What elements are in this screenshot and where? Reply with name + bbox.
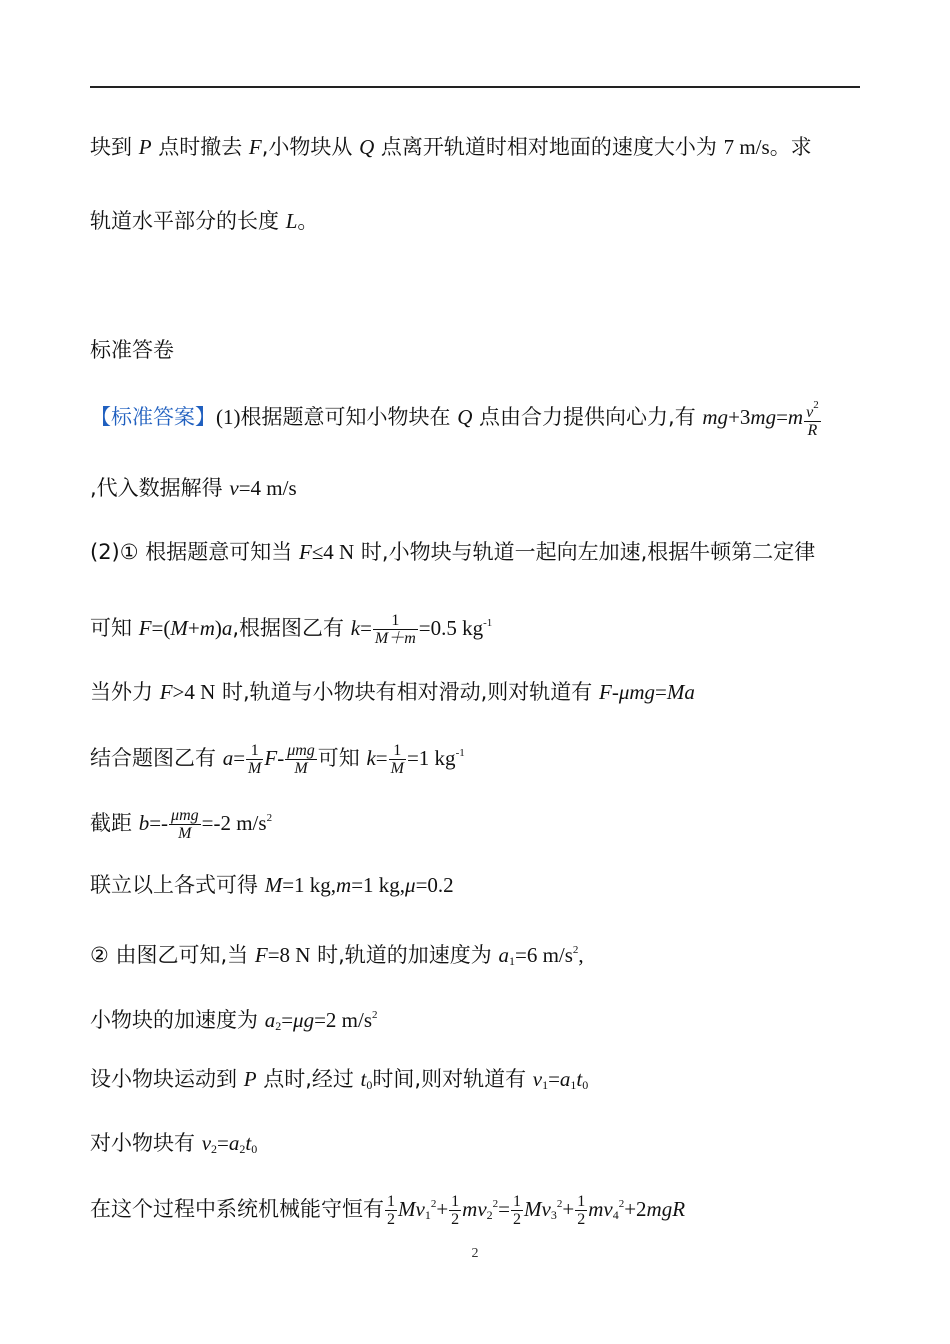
fraction: $\frac{1}{2}$ [513,1192,522,1228]
answer-line-7: 截距 b=- $\frac{\text{μmg}}{M}$ =-2 $m/s^2$ [90,806,273,842]
answer-line-5: 当外力 F>4 N 时,轨道与小物块有相对滑动,则对轨道有 F-μmg=Ma [90,680,695,704]
answer-line-2: ,代入数据解得 v=4 m/s [90,476,297,500]
answer-line-10: 小物块的加速度为 $a_2=\mu g=2$ $m/s^2$ [90,1008,378,1033]
answer-line-8: 联立以上各式可得 M=1 kg,m=1 kg,μ=0.2 [90,873,454,897]
fraction: $\frac{1}{M}$ [390,741,404,777]
fraction: $\frac{1}{M}$ [248,741,262,777]
fraction: $\frac{v^2}{R}$ [806,399,819,439]
fraction: $\frac{\text{μmg}}{M}$ [171,806,199,842]
answer-line-6: 结合题图乙有 a= $\frac{1}{M}$ F- $\frac{\text{μmg}}{M}$ 可知 k= $\frac{1}{M}$ =1 $kg^{-1}$ [90,741,465,777]
answer-line-12: 对小物块有 $v_2=a_2t_0$ [90,1131,258,1156]
answer-line-1: 【标准答案】(1)根据题意可知小物块在 Q 点由合力提供向心力,有 mg+3mg=m $\frac{v^2}{R}$ [90,399,819,439]
answer-line-11: 设小物块运动到 P 点时,经过 $t_0$时间,则对轨道有 $v_1=a_1t_0$ [90,1067,589,1092]
answer-line-9: ② 由图乙可知,当 F=8 N 时,轨道的加速度为 $a_1=6$ $m/s^2$, [90,943,584,968]
header-rule [90,86,860,88]
answer-line-4: 可知 F=(M+m)a,根据图乙有 k= $\frac{1}{M+m}$ =0.5 $kg^{-1}$ [90,611,493,647]
answer-tag: 【标准答案】 [90,405,216,429]
fraction: $\frac{1}{2}$ [577,1192,586,1228]
fraction: $\frac{1}{M+m}$ [374,611,416,647]
fraction: $\frac{\text{μmg}}{M}$ [287,741,315,777]
problem-text-line-1: 块到 P 点时撤去 F,小物块从 Q 点离开轨道时相对地面的速度大小为 7 m/s。求 [90,135,812,159]
problem-text-line-2: 轨道水平部分的长度 L。 [90,209,319,233]
section-title: 标准答卷 [90,338,174,362]
fraction: $\frac{1}{2}$ [387,1192,395,1228]
page-number: 2 [471,1246,479,1261]
fraction: $\frac{1}{2}$ [451,1192,460,1228]
answer-line-3: (2)① 根据题意可知当 F≤4 N 时,小物块与轨道一起向左加速,根据牛顿第二定律 [90,540,816,564]
answer-line-13: 在这个过程中系统机械能守恒有 $\frac{1}{2}$ $Mv_1^2+$ $\frac{1}{2}$ $mv_2^2=$ $\frac{1}{2}$ $Mv_3^2+$ $\frac{1}{2}$ $mv_4^2+2mgR$ [90,1192,686,1228]
